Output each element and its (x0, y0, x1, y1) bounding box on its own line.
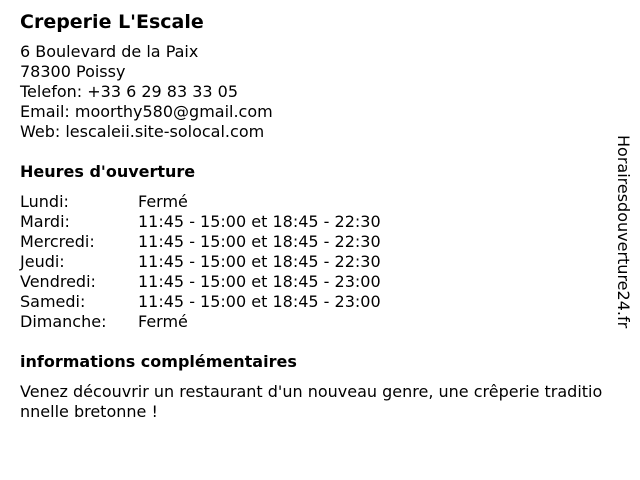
info-description: Venez découvrir un restaurant d'un nouveau genre, une crêperie traditionnelle bretonne ! (20, 382, 603, 421)
business-card (20, 10, 610, 422)
contact-block (20, 42, 610, 142)
hours-value: 11:45 - 15:00 et 18:45 - 23:00 (138, 272, 381, 291)
hours-value: Fermé (138, 192, 188, 211)
day-label: Mercredi: (20, 232, 95, 251)
hours-row-wednesday (20, 232, 610, 252)
day-label: Mardi: (20, 212, 70, 231)
opening-hours-table (20, 192, 610, 332)
hours-value: 11:45 - 15:00 et 18:45 - 22:30 (138, 212, 381, 231)
hours-row-monday (20, 192, 610, 212)
hours-value: 11:45 - 15:00 et 18:45 - 22:30 (138, 252, 381, 271)
business-name: Creperie L'Escale (20, 11, 204, 33)
hours-row-tuesday (20, 212, 610, 232)
day-label: Dimanche: (20, 312, 107, 331)
hours-value: 11:45 - 15:00 et 18:45 - 22:30 (138, 232, 381, 251)
hours-row-saturday (20, 292, 610, 312)
hours-row-friday (20, 272, 610, 292)
phone-number: Telefon: +33 6 29 83 33 05 (20, 82, 239, 101)
day-label: Lundi: (20, 192, 69, 211)
email-address: Email: moorthy580@gmail.com (20, 102, 273, 121)
address-city: 78300 Poissy (20, 62, 126, 81)
day-label: Jeudi: (20, 252, 65, 271)
hours-value: Fermé (138, 312, 188, 331)
address-street: 6 Boulevard de la Paix (20, 42, 199, 61)
hours-row-sunday (20, 312, 610, 332)
day-label: Vendredi: (20, 272, 96, 291)
info-heading: informations complémentaires (20, 352, 297, 371)
hours-row-thursday (20, 252, 610, 272)
hours-heading: Heures d'ouverture (20, 162, 196, 181)
site-watermark: Horairesdouverture24.fr (614, 135, 633, 329)
website: Web: lescaleii.site-solocal.com (20, 122, 265, 141)
hours-value: 11:45 - 15:00 et 18:45 - 23:00 (138, 292, 381, 311)
day-label: Samedi: (20, 292, 86, 311)
